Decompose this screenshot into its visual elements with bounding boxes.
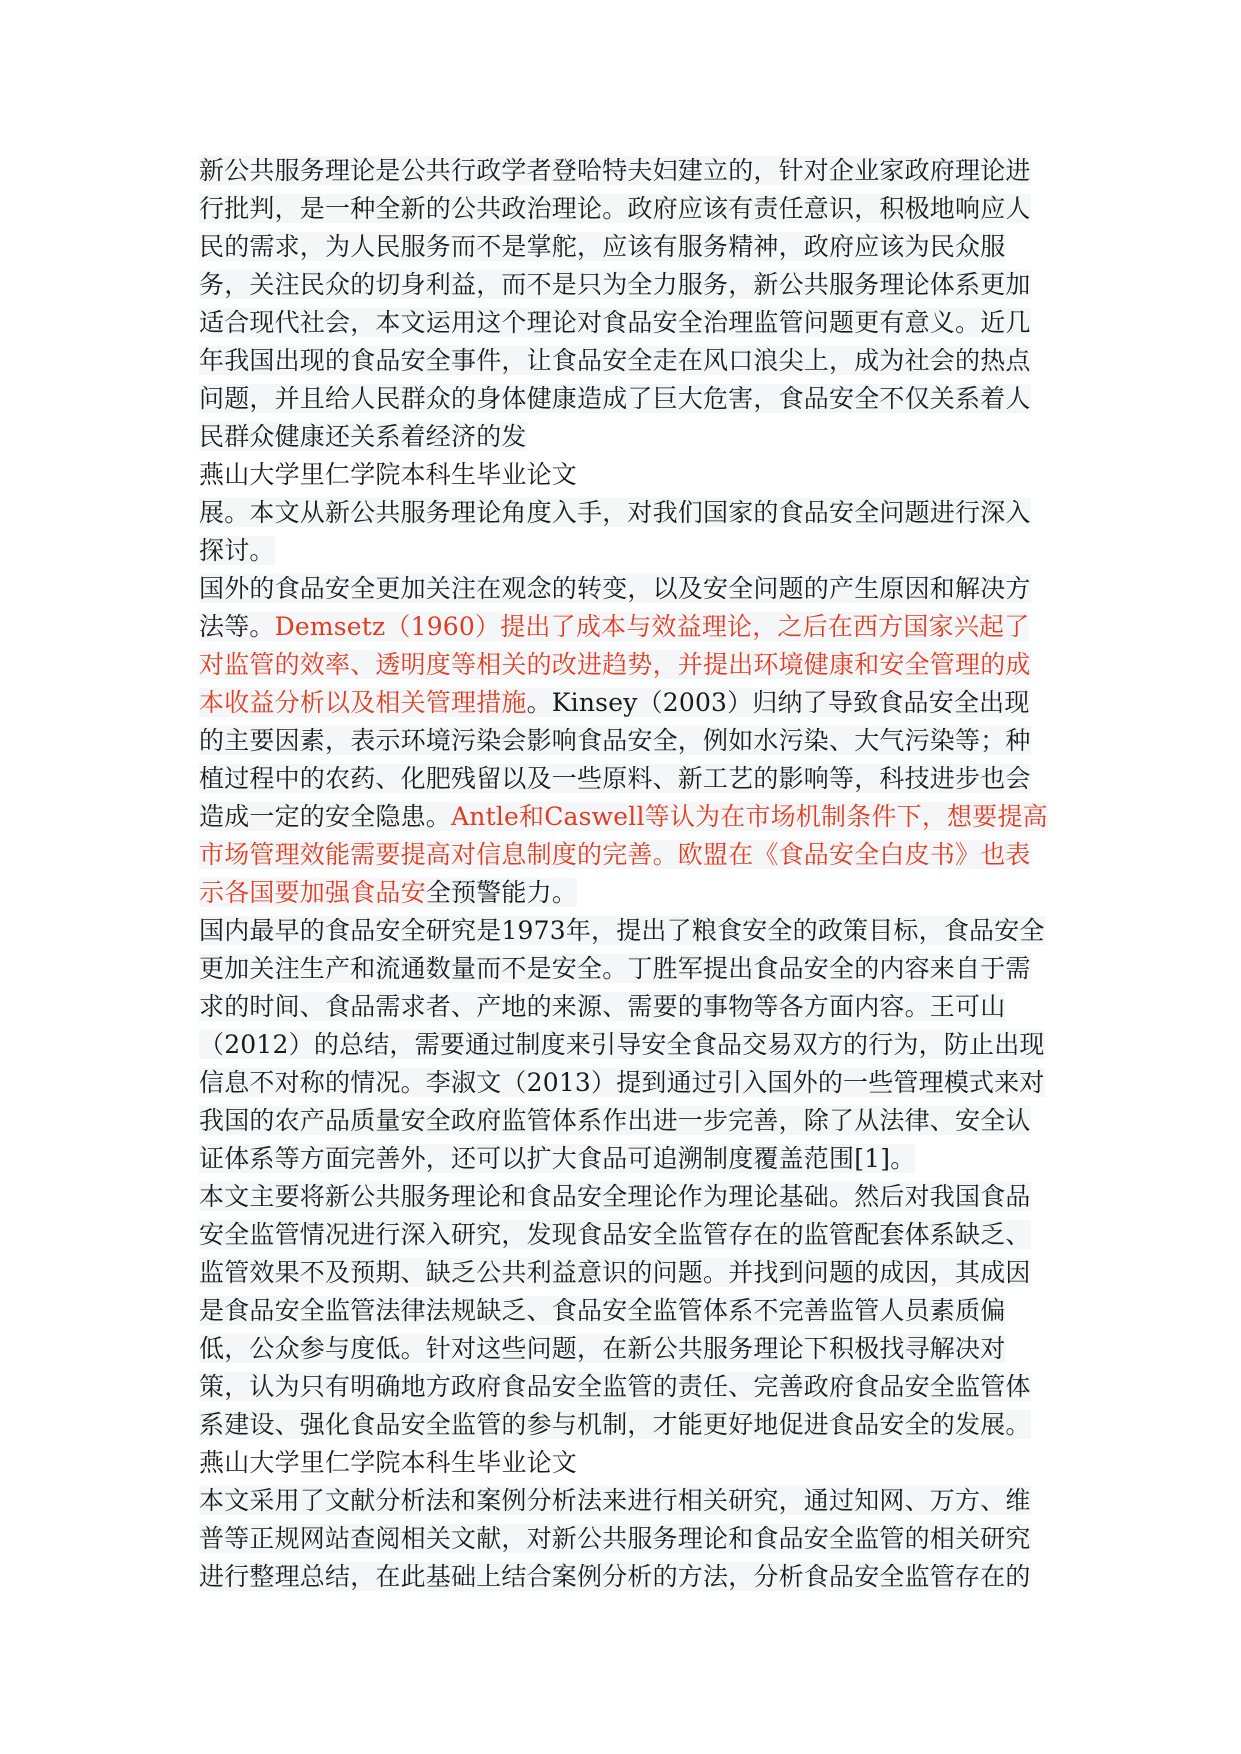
paragraph-text: 本文采用了文献分析法和案例分析法来进行相关研究，通过知网、万方、维普等正规网站查阅相关文献，对新公共服务理论和食品安全监管的相关研究进行整理总结，在此基础上结合案例分析的方法，分析食品安全监管存在的 (199, 1486, 1031, 1591)
paragraph-domestic-research (199, 912, 1054, 1178)
paragraph-text: 国内最早的食品安全研究是1973年，提出了粮食安全的政策目标，食品安全更加关注生产和流通数量而不是安全。丁胜军提出食品安全的内容来自于需求的时间、食品需求者、产地的来源、需要的事物等各方面内容。王可山（2012）的总结，需要通过制度来引导安全食品交易双方的行为，防止出现信息不对称的情况。李淑文（2013）提到通过引入国外的一些管理模式来对我国的农产品质量安全政府监管体系作出进一步完善，除了从法律、安全认证体系等方面完善外，还可以扩大食品可追溯制度覆盖范围[1]。 (199, 916, 1045, 1173)
paragraph-research-summary (199, 1178, 1054, 1444)
paragraph-text-part: 。Kinsey（2003）归纳了导致食品安全出现的主要因素，表示环境污染会影响食品安全，例如水污染、大气污染等；种植过程中的农药、化肥残留以及一些原料、新工艺的影响等，科技进步也会造成一定的安全隐患。 (199, 688, 1031, 831)
paragraph-text: 本文主要将新公共服务理论和食品安全理论作为理论基础。然后对我国食品安全监管情况进行深入研究，发现食品安全监管存在的监管配套体系缺乏、监管效果不及预期、缺乏公共利益意识的问题。并找到问题的成因，其成因是食品安全监管法律法规缺乏、食品安全监管体系不完善监管人员素质偏低，公众参与度低。针对这些问题，在新公共服务理论下积极找寻解决对策，认为只有明确地方政府食品安全监管的责任、完善政府食品安全监管体系建设、强化食品安全监管的参与机制，才能更好地促进食品安全的发展。 (199, 1182, 1031, 1439)
highlighted-citation-antle-caswell: Antle和Caswell等认为在市场机制条件下，想要提高市场管理效能需要提高对信息制度的完善。欧盟在《食品安全白皮书》也表示各国要加强食品安 (199, 802, 1048, 907)
paragraph-theory-intro (199, 152, 1054, 456)
running-header-thesis-title: 燕山大学里仁学院本科生毕业论文 (199, 460, 578, 489)
paragraph-methodology (199, 1482, 1054, 1596)
highlighted-citation-demsetz: Demsetz（1960）提出了成本与效益理论，之后在西方国家兴起了对监管的效率、透明度等相关的改进趋势，并提出环境健康和安全管理的成本收益分析以及相关管理措施 (199, 612, 1031, 717)
paragraph-foreign-research (199, 570, 1054, 912)
paragraph-continuation (199, 494, 1054, 570)
paragraph-text: 新公共服务理论是公共行政学者登哈特夫妇建立的，针对企业家政府理论进行批判，是一种全新的公共政治理论。政府应该有责任意识，积极地响应人民的需求，为人民服务而不是掌舵，应该有服务精神，政府应该为民众服务，关注民众的切身利益，而不是只为全力服务，新公共服务理论体系更加适合现代社会，本文运用这个理论对食品安全治理监管问题更有意义。近几年我国出现的食品安全事件，让食品安全走在风口浪尖上，成为社会的热点问题，并且给人民群众的身体健康造成了巨大危害，食品安全不仅关系着人民群众健康还关系着经济的发 (199, 156, 1031, 451)
running-header-thesis-title: 燕山大学里仁学院本科生毕业论文 (199, 1448, 578, 1477)
paragraph-text-part: 国外的食品安全更加关注在观念的转变，以及安全问题的产生原因和解决方法等。 (199, 574, 1031, 641)
document-body (199, 152, 1054, 1596)
paragraph-text: 展。本文从新公共服务理论角度入手，对我们国家的食品安全问题进行深入探讨。 (199, 498, 1031, 565)
paragraph-text-part: 全预警能力。 (425, 878, 578, 907)
